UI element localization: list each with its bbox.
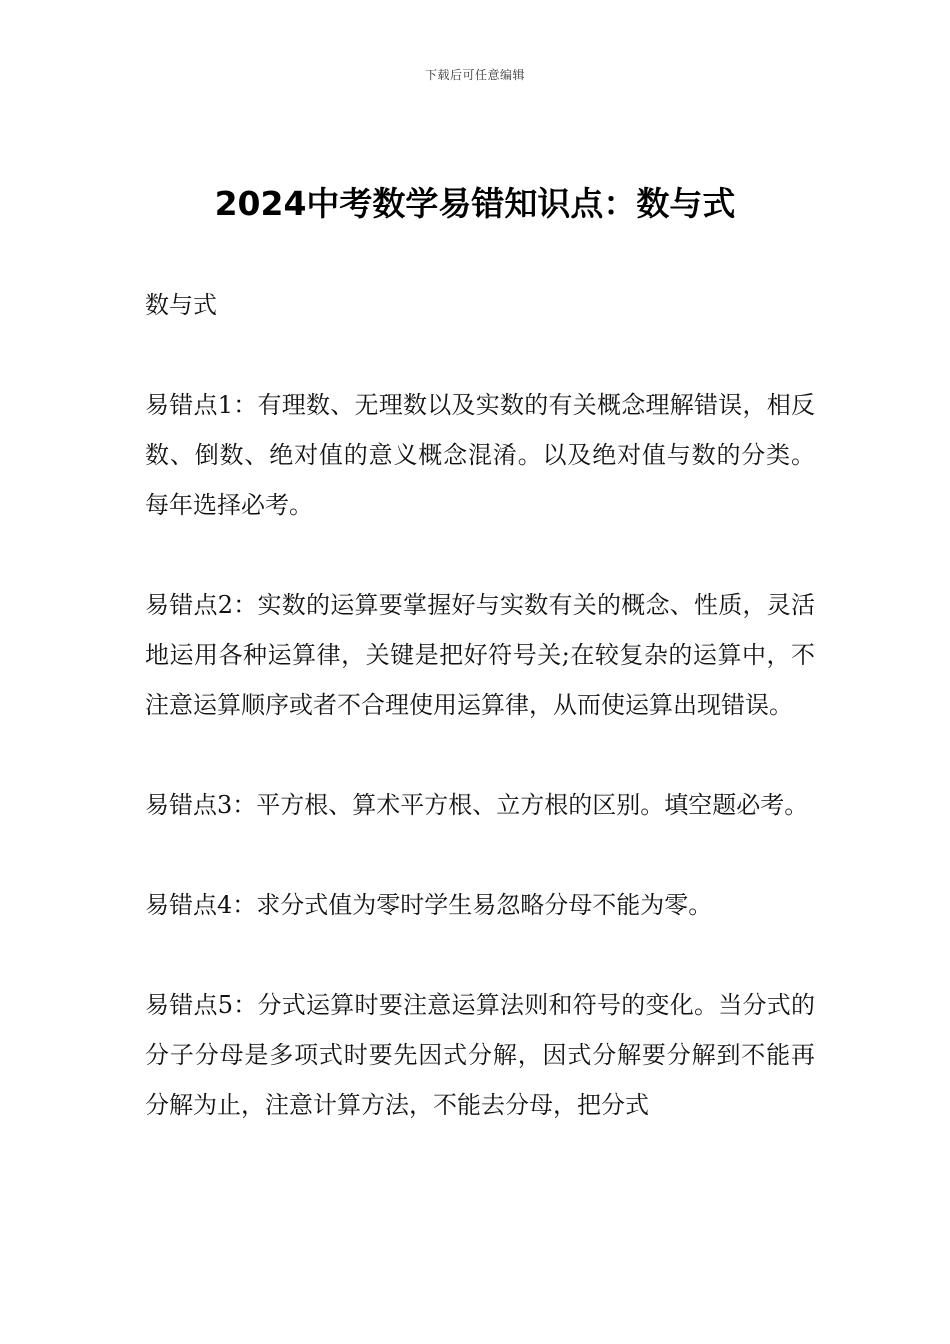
document-title: 2024中考数学易错知识点：数与式 [214,184,736,223]
error-point-4: 易错点4：求分式值为零时学生易忽略分母不能为零。 [145,891,713,919]
error-point-1: 易错点1：有理数、无理数以及实数的有关概念理解错误，相反数、倒数、绝对值的意义概念混淆。以及绝对值与数的分类。每年选择必考。 [145,391,815,519]
error-point-5: 易错点5：分式运算时要注意运算法则和符号的变化。当分式的分子分母是多项式时要先因式分解，因式分解要分解到不能再分解为止，注意计算方法，不能去分母，把分式 [145,991,815,1119]
header-note: 下载后可任意编辑 [424,68,525,82]
section-heading: 数与式 [145,291,217,319]
document-body [145,280,815,1130]
error-point-3: 易错点3：平方根、算术平方根、立方根的区别。填空题必考。 [145,791,809,819]
error-point-2: 易错点2：实数的运算要掌握好与实数有关的概念、性质，灵活地运用各种运算律，关键是把好符号关;在较复杂的运算中，不注意运算顺序或者不合理使用运算律，从而使运算出现错误。 [145,591,815,719]
